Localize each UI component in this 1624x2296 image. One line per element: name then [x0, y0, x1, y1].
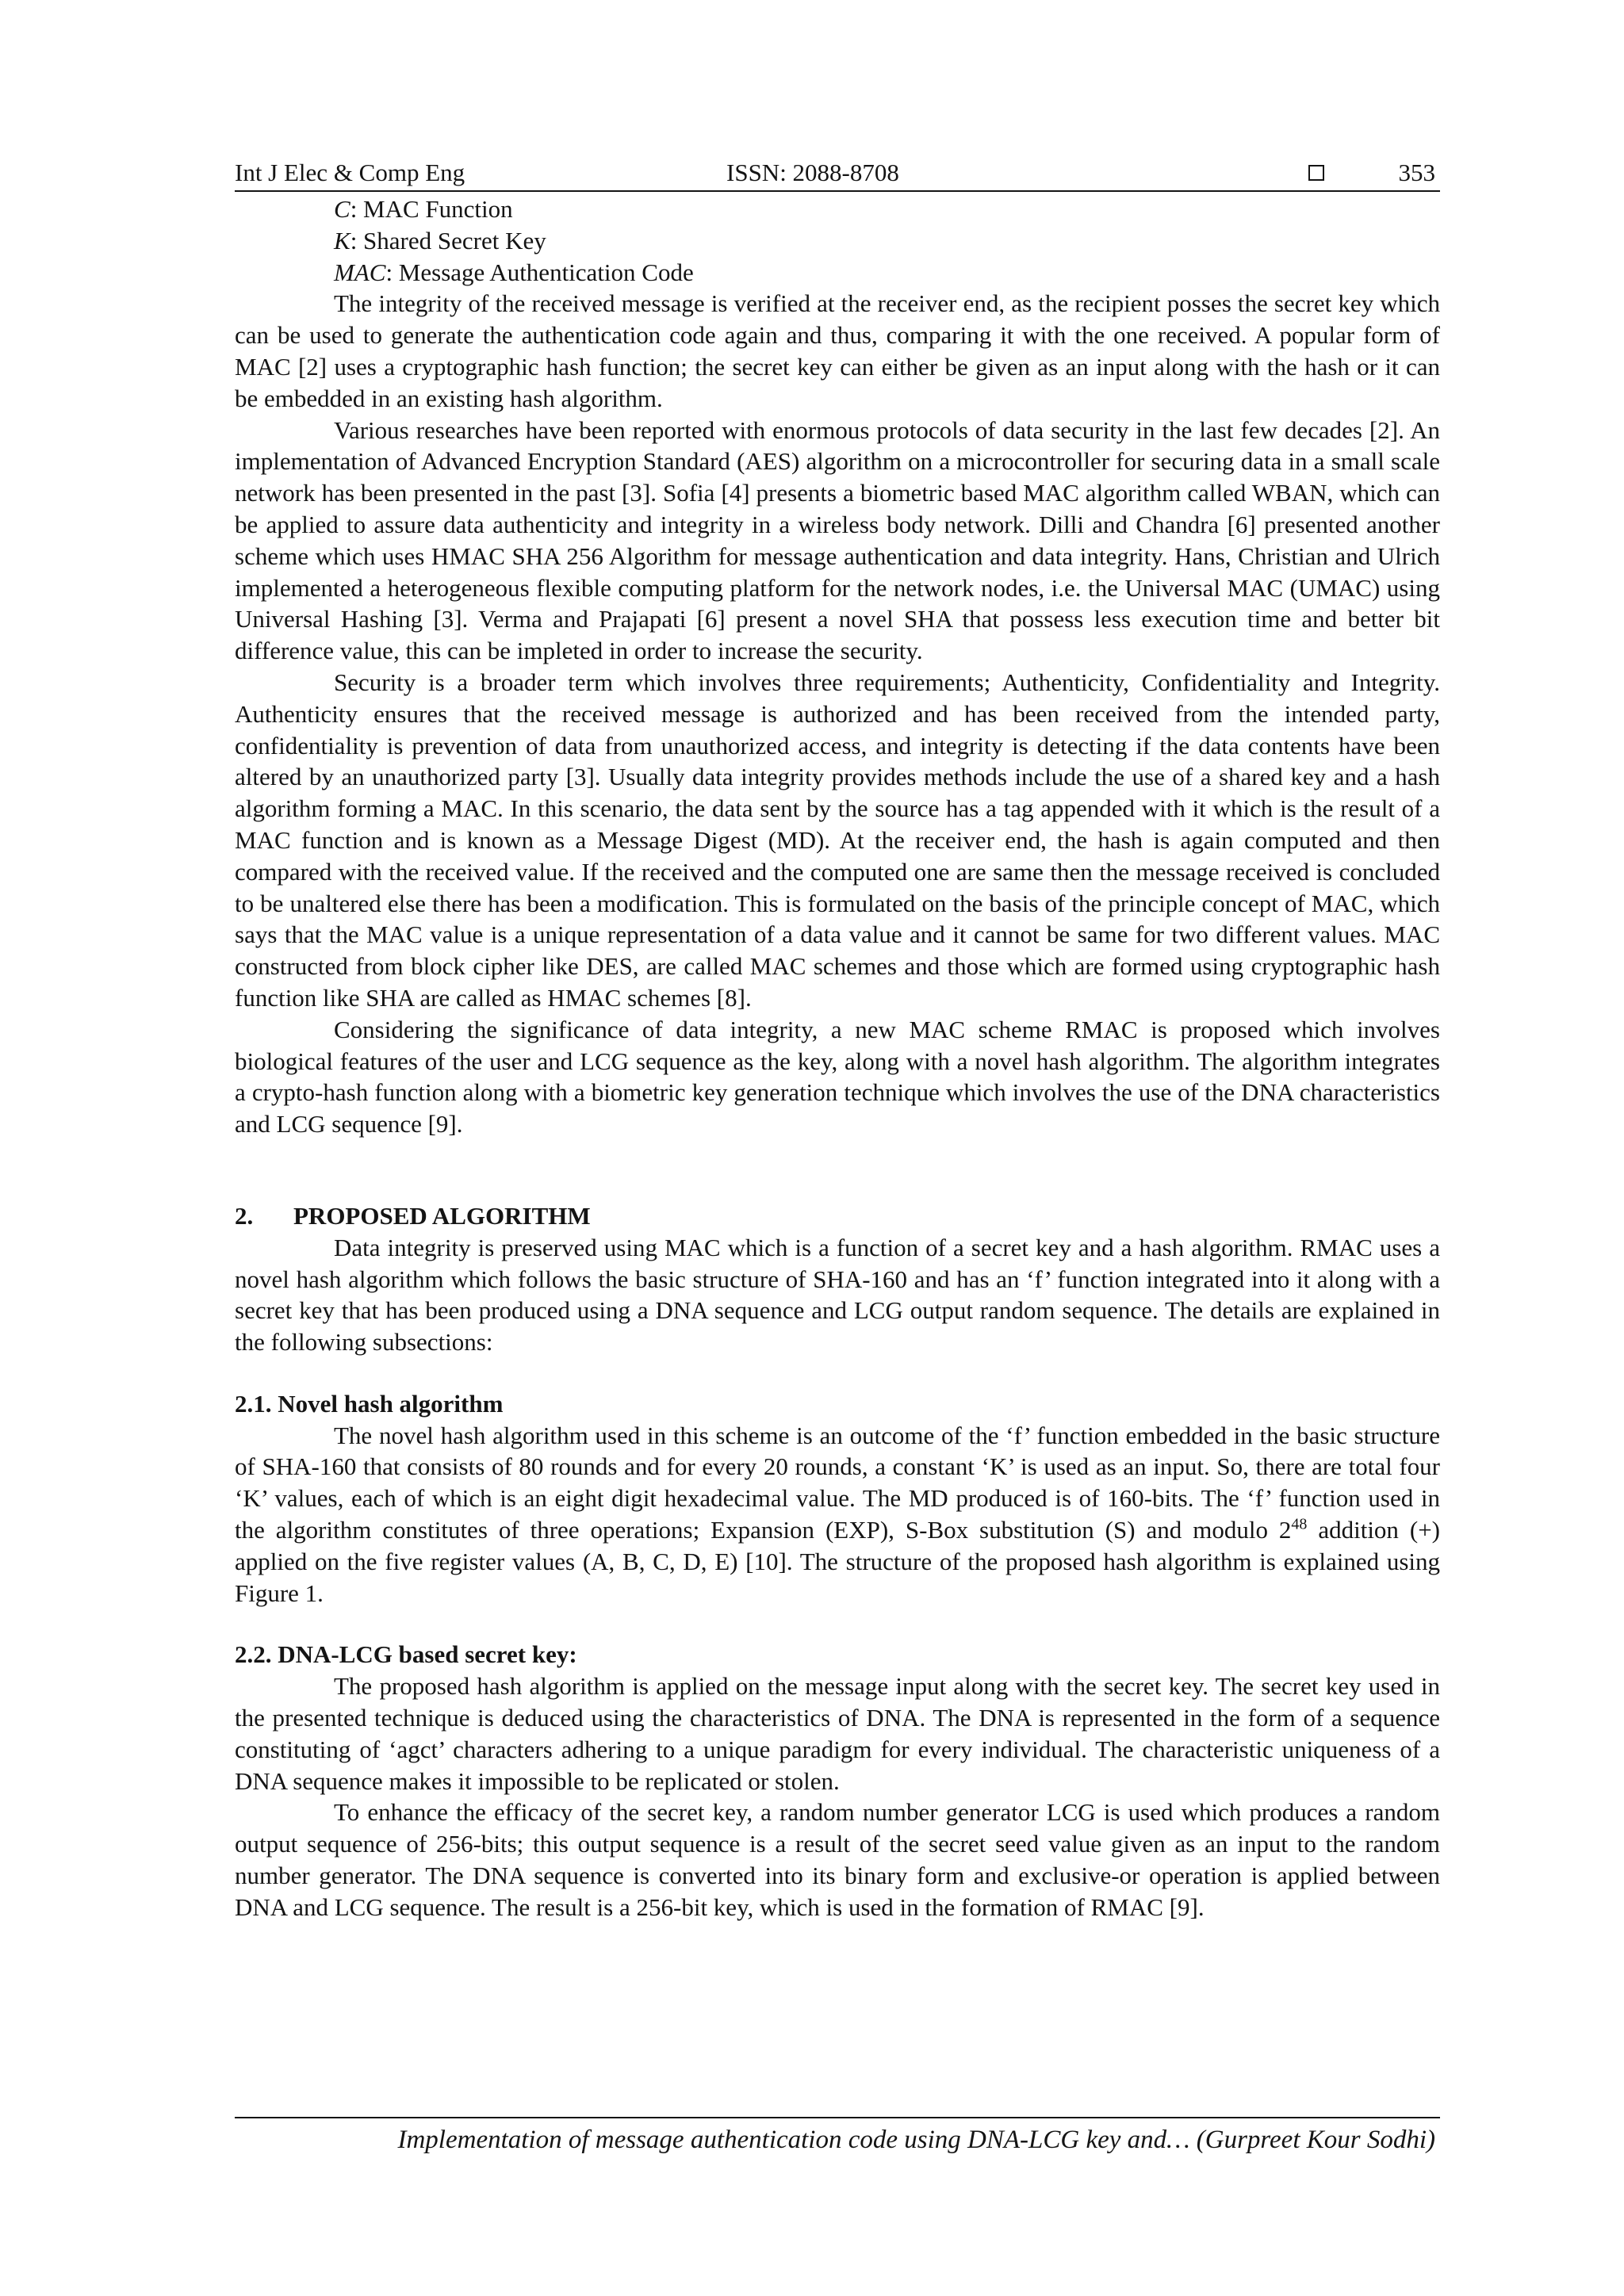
subsection-heading: 2.1. Novel hash algorithm	[235, 1389, 504, 1418]
definition-symbol: MAC	[334, 258, 386, 286]
running-footer: Implementation of message authentication code using DNA-LCG key and… (Gurpreet Kour Sodhi)	[397, 2126, 1435, 2154]
issn-label: ISSN: 2088-8708	[726, 159, 899, 186]
definition-item	[235, 257, 1440, 289]
section-title: PROPOSED ALGORITHM	[293, 1201, 591, 1230]
section-heading	[235, 1200, 1440, 1232]
main-text	[235, 193, 1440, 1923]
body-paragraph: Considering the significance of data integrity, a new MAC scheme RMAC is proposed which involves biological features of the user and LCG sequence as the key, along with a novel hash algorithm. The algorithm integrates a crypto-hash function along with a biometric key generation technique which involves the use of the DNA characteristics and LCG sequence [9].	[235, 1015, 1440, 1138]
definition-item	[235, 225, 1440, 257]
paragraph-text: The novel hash algorithm used in this scheme is an outcome of the ‘f’ function embedded in the basic structure of SHA-160 that consists of 80 rounds and for every 20 rounds, a constant ‘K’ is used as an input. So, there are total four ‘K’ values, each of which is an eight digit hexadecimal value. The MD produced is of 160-bits. The ‘f’ function used in the algorithm constitutes of three operations; Expansion (EXP), S-Box substitution (S) and modulo 2	[235, 1421, 1440, 1544]
definition-item	[235, 193, 1440, 225]
paragraph-text: addition (+) applied on the five register values (A, B, C, D, E) [10]. The structure of the proposed hash algorithm is explained using Figure 1.	[235, 1516, 1440, 1607]
body-paragraph: Data integrity is preserved using MAC which is a function of a secret key and a hash algorithm. RMAC uses a novel hash algorithm which follows the basic structure of SHA-160 and has an ‘f’ function integrated into it along with a secret key that has been produced using a DNA sequence and LCG output random sequence. The details are explained in the following subsections:	[235, 1233, 1440, 1357]
definition-text: : Message Authentication Code	[385, 258, 694, 286]
running-header	[235, 155, 1440, 190]
footer-rule	[235, 2117, 1440, 2118]
body-paragraph: Security is a broader term which involves three requirements; Authenticity, Confidentiality and Integrity. Authenticity ensures that the received message is authorized and has been received from the intended party, confidentiality is prevention of data from unauthorized access, and integrity is detecting if the data contents have been altered by an unauthorized party [3]. Usually data integrity provides methods include the use of a shared key and a hash algorithm forming a MAC. In this scenario, the data sent by the source has a tag appended with it which is the result of a MAC function and is known as a Message Digest (MD). At the receiver end, the hash is again computed and then compared with the received value. If the received and the computed one are same then the message received is concluded to be unaltered else there has been a modification. This is formulated on the basis of the principle concept of MAC, which says that the MAC value is a unique representation of a data value and it cannot be same for two different values. MAC constructed from block cipher like DES, are called MAC schemes and those which are formed using cryptographic hash function like SHA are called as HMAC schemes [8].	[235, 668, 1440, 1012]
definition-text: : Shared Secret Key	[350, 226, 546, 254]
body-paragraph: To enhance the efficacy of the secret key, a random number generator LCG is used which produces a random output sequence of 256-bits; this output sequence is a result of the secret seed value given as an input to the random number generator. The DNA sequence is converted into its binary form and exclusive-or operation is applied between DNA and LCG sequence. The result is a 256-bit key, which is used in the formation of RMAC [9].	[235, 1798, 1440, 1921]
subsection-heading: 2.2. DNA-LCG based secret key:	[235, 1640, 577, 1669]
body-paragraph	[235, 1420, 1440, 1609]
body-paragraph: Various researches have been reported with enormous protocols of data security in the last few decades [2]. An implementation of Advanced Encryption Standard (AES) algorithm on a microcontroller for securing data in a small scale network has been presented in the past [3]. Sofia [4] presents a biometric based MAC algorithm called WBAN, which can be applied to assure data authenticity and integrity in a wireless body network. Dilli and Chandra [6] presented another scheme which uses HMAC SHA 256 Algorithm for message authentication and data integrity. Hans, Christian and Ulrich implemented a heterogeneous flexible computing platform for the network nodes, i.e. the Universal MAC (UMAC) using Universal Hashing [3]. Verma and Prajapati [6] present a novel SHA that possess less execution time and better bit difference value, this can be impleted in order to increase the security.	[235, 415, 1440, 665]
page-number: 353	[1398, 159, 1435, 186]
header-rule	[235, 190, 1440, 192]
definition-symbol: C	[334, 195, 350, 223]
definition-symbol: K	[334, 226, 350, 254]
body-paragraph: The integrity of the received message is verified at the receiver end, as the recipient posses the secret key which can be used to generate the authentication code again and thus, comparing it with the one received. A popular form of MAC [2] uses a cryptographic hash function; the secret key can either be given as an input along with the hash or it can be embedded in an existing hash algorithm.	[235, 289, 1440, 412]
paper-page	[235, 0, 1440, 2296]
section-number: 2.	[235, 1201, 254, 1230]
body-paragraph: The proposed hash algorithm is applied on the message input along with the secret key. The secret key used in the presented technique is deduced using the characteristics of DNA. The DNA is represented in the form of a sequence constituting of ‘agct’ characters adhering to a unique paradigm for every individual. The characteristic uniqueness of a DNA sequence makes it impossible to be replicated or stolen.	[235, 1672, 1440, 1795]
checkbox-square-icon	[1308, 165, 1324, 181]
superscript: 48	[1291, 1515, 1308, 1533]
definition-text: : MAC Function	[350, 195, 513, 223]
journal-name: Int J Elec & Comp Eng	[235, 159, 465, 186]
